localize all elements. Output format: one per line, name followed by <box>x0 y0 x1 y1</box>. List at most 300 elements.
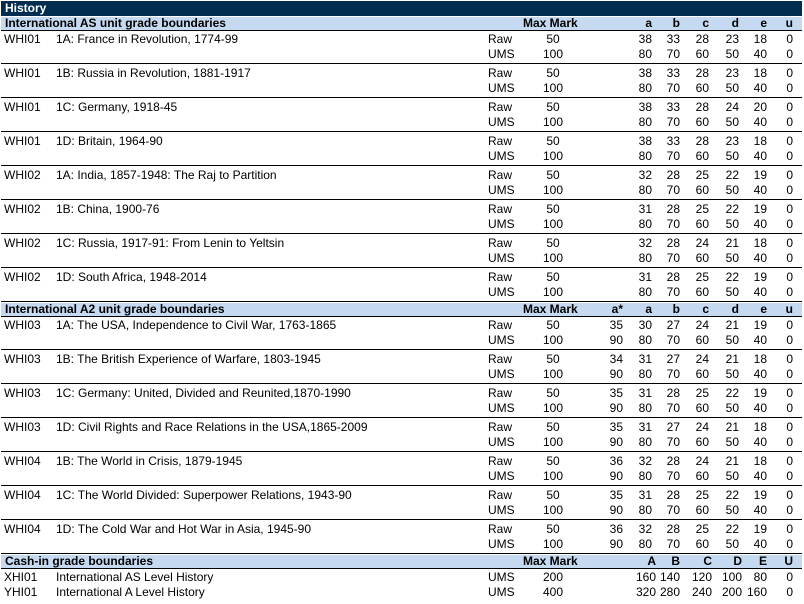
raw-boundary-value: 21 <box>725 420 739 434</box>
raw-boundary-value: 18 <box>753 134 767 148</box>
raw-boundary-value: 19 <box>753 488 767 502</box>
ums-boundary-value: 0 <box>786 503 793 517</box>
ums-boundary-value: 40 <box>753 503 767 517</box>
unit-code: WHI02 <box>4 168 41 182</box>
ums-boundary-value: 80 <box>638 183 652 197</box>
raw-boundary-value: 0 <box>786 318 793 332</box>
max-mark-value: 100 <box>542 251 564 265</box>
raw-boundary-value: 19 <box>753 522 767 536</box>
ums-boundary-value: 40 <box>753 115 767 129</box>
ums-boundary-value: 50 <box>725 401 739 415</box>
section-heading: International AS unit grade boundaries <box>5 16 226 30</box>
max-mark-value: 50 <box>546 134 560 148</box>
unit-code: WHI03 <box>4 352 41 366</box>
max-mark-value: 50 <box>546 352 560 366</box>
ums-boundary-value: 80 <box>638 81 652 95</box>
ums-boundary-value: 40 <box>753 183 767 197</box>
ums-boundary-value: 60 <box>695 47 709 61</box>
raw-boundary-value: 18 <box>753 66 767 80</box>
row-separator <box>1 233 802 234</box>
ums-boundary-value: 60 <box>695 537 709 551</box>
ums-boundary-value: 50 <box>725 367 739 381</box>
ums-boundary-value: 50 <box>725 469 739 483</box>
ums-boundary-value: 50 <box>725 149 739 163</box>
unit-code: WHI02 <box>4 236 41 250</box>
max-mark-value: 100 <box>542 537 564 551</box>
max-mark-value: 200 <box>542 570 564 584</box>
cashin-boundary-value: 80 <box>753 570 767 584</box>
raw-boundary-value: 19 <box>753 202 767 216</box>
ums-boundary-value: 50 <box>725 47 739 61</box>
grade-header: a* <box>611 302 623 316</box>
ums-boundary-value: 90 <box>609 503 623 517</box>
row-separator <box>1 199 802 200</box>
ums-boundary-value: 70 <box>666 115 680 129</box>
row-type-label: UMS <box>488 149 515 163</box>
ums-boundary-value: 50 <box>725 217 739 231</box>
max-mark-value: 100 <box>542 183 564 197</box>
unit-code: WHI04 <box>4 454 41 468</box>
raw-boundary-value: 25 <box>695 168 709 182</box>
row-type-label: UMS <box>488 115 515 129</box>
unit-title: 1C: Germany, 1918-45 <box>56 100 178 114</box>
raw-boundary-value: 36 <box>609 454 623 468</box>
raw-boundary-value: 28 <box>695 100 709 114</box>
row-separator <box>1 485 802 486</box>
row-type-label: UMS <box>488 333 515 347</box>
raw-boundary-value: 18 <box>753 454 767 468</box>
unit-title: 1A: France in Revolution, 1774-99 <box>56 32 239 46</box>
ums-boundary-value: 0 <box>786 115 793 129</box>
grade-header: U <box>784 554 793 568</box>
row-type-label: UMS <box>488 469 515 483</box>
raw-boundary-value: 28 <box>666 236 680 250</box>
raw-boundary-value: 35 <box>609 488 623 502</box>
row-type-label: Raw <box>488 236 513 250</box>
raw-boundary-value: 30 <box>638 318 652 332</box>
raw-boundary-value: 35 <box>609 420 623 434</box>
raw-boundary-value: 23 <box>725 134 739 148</box>
unit-code: WHI01 <box>4 66 41 80</box>
raw-boundary-value: 33 <box>666 134 680 148</box>
raw-boundary-value: 22 <box>725 522 739 536</box>
row-type-label: Raw <box>488 168 513 182</box>
raw-boundary-value: 21 <box>725 352 739 366</box>
raw-boundary-value: 0 <box>786 32 793 46</box>
ums-boundary-value: 80 <box>638 367 652 381</box>
row-separator <box>1 63 802 64</box>
ums-boundary-value: 50 <box>725 503 739 517</box>
max-mark-header: Max Mark <box>523 554 578 568</box>
row-type-label: Raw <box>488 202 513 216</box>
max-mark-value: 50 <box>546 168 560 182</box>
raw-boundary-value: 24 <box>725 100 739 114</box>
raw-boundary-value: 32 <box>638 236 652 250</box>
row-type-label: Raw <box>488 352 513 366</box>
unit-code: WHI04 <box>4 522 41 536</box>
row-type-label: Raw <box>488 522 513 536</box>
row-type-label: Raw <box>488 386 513 400</box>
unit-title: 1D: Britain, 1964-90 <box>56 134 163 148</box>
raw-boundary-value: 31 <box>638 352 652 366</box>
ums-boundary-value: 70 <box>666 401 680 415</box>
raw-boundary-value: 23 <box>725 32 739 46</box>
row-separator <box>1 383 802 384</box>
qualification-code: YHI01 <box>4 585 38 599</box>
raw-boundary-value: 21 <box>725 318 739 332</box>
raw-boundary-value: 38 <box>638 32 652 46</box>
grade-header: C <box>703 554 712 568</box>
ums-boundary-value: 0 <box>786 81 793 95</box>
raw-boundary-value: 28 <box>666 386 680 400</box>
ums-boundary-value: 80 <box>638 503 652 517</box>
ums-boundary-value: 50 <box>725 435 739 449</box>
raw-boundary-value: 24 <box>695 454 709 468</box>
ums-boundary-value: 0 <box>786 183 793 197</box>
row-type-label: Raw <box>488 318 513 332</box>
max-mark-value: 50 <box>546 66 560 80</box>
ums-boundary-value: 60 <box>695 469 709 483</box>
raw-boundary-value: 25 <box>695 202 709 216</box>
grade-header: e <box>760 302 767 316</box>
unit-code: WHI03 <box>4 386 41 400</box>
raw-boundary-value: 32 <box>638 522 652 536</box>
unit-title: 1B: The British Experience of Warfare, 1803-1945 <box>56 352 321 366</box>
cashin-boundary-value: 0 <box>786 585 793 599</box>
raw-boundary-value: 28 <box>695 32 709 46</box>
ums-boundary-value: 70 <box>666 217 680 231</box>
ums-boundary-value: 70 <box>666 251 680 265</box>
ums-boundary-value: 60 <box>695 401 709 415</box>
raw-boundary-value: 36 <box>609 522 623 536</box>
ums-boundary-value: 50 <box>725 251 739 265</box>
grade-header: a <box>645 302 652 316</box>
ums-boundary-value: 80 <box>638 115 652 129</box>
ums-boundary-value: 50 <box>725 183 739 197</box>
raw-boundary-value: 28 <box>695 134 709 148</box>
max-mark-value: 100 <box>542 435 564 449</box>
row-type-label: Raw <box>488 420 513 434</box>
unit-title: 1C: Germany: United, Divided and Reunited,1870-1990 <box>56 386 351 400</box>
ums-boundary-value: 70 <box>666 537 680 551</box>
cashin-boundary-value: 120 <box>691 570 712 584</box>
ums-boundary-value: 0 <box>786 333 793 347</box>
ums-boundary-value: 0 <box>786 47 793 61</box>
ums-boundary-value: 80 <box>638 149 652 163</box>
ums-boundary-value: 90 <box>609 333 623 347</box>
row-type-label: UMS <box>488 251 515 265</box>
max-mark-value: 50 <box>546 236 560 250</box>
raw-boundary-value: 25 <box>695 270 709 284</box>
max-mark-value: 50 <box>546 32 560 46</box>
max-mark-value: 100 <box>542 367 564 381</box>
ums-boundary-value: 60 <box>695 251 709 265</box>
raw-boundary-value: 0 <box>786 270 793 284</box>
cashin-boundary-value: 200 <box>721 585 742 599</box>
unit-code: WHI01 <box>4 32 41 46</box>
unit-title: 1D: Civil Rights and Race Relations in the USA,1865-2009 <box>56 420 368 434</box>
raw-boundary-value: 25 <box>695 488 709 502</box>
ums-boundary-value: 50 <box>725 537 739 551</box>
section-heading: International A2 unit grade boundaries <box>5 302 225 316</box>
unit-code: WHI01 <box>4 100 41 114</box>
max-mark-value: 100 <box>542 333 564 347</box>
grade-header: d <box>731 302 739 316</box>
max-mark-value: 100 <box>542 503 564 517</box>
section-header <box>1 303 802 317</box>
raw-boundary-value: 0 <box>786 420 793 434</box>
ums-boundary-value: 60 <box>695 115 709 129</box>
ums-boundary-value: 60 <box>695 81 709 95</box>
raw-boundary-value: 18 <box>753 236 767 250</box>
ums-boundary-value: 50 <box>725 285 739 299</box>
cashin-boundary-value: 160 <box>746 585 767 599</box>
unit-title: 1D: South Africa, 1948-2014 <box>56 270 207 284</box>
row-type-label: Raw <box>488 32 513 46</box>
ums-boundary-value: 60 <box>695 149 709 163</box>
raw-boundary-value: 0 <box>786 352 793 366</box>
raw-boundary-value: 21 <box>725 236 739 250</box>
cashin-boundary-value: 140 <box>659 570 680 584</box>
raw-boundary-value: 22 <box>725 270 739 284</box>
grade-header: E <box>758 554 767 568</box>
grade-header: u <box>785 302 793 316</box>
max-mark-value: 100 <box>542 115 564 129</box>
row-separator <box>1 417 802 418</box>
ums-boundary-value: 40 <box>753 333 767 347</box>
raw-boundary-value: 32 <box>638 454 652 468</box>
max-mark-value: 50 <box>546 420 560 434</box>
ums-boundary-value: 0 <box>786 149 793 163</box>
unit-title: 1B: Russia in Revolution, 1881-1917 <box>56 66 251 80</box>
ums-boundary-value: 80 <box>638 469 652 483</box>
unit-code: WHI03 <box>4 318 41 332</box>
cashin-boundary-value: 0 <box>786 570 793 584</box>
raw-boundary-value: 31 <box>638 386 652 400</box>
row-type-label: UMS <box>488 47 515 61</box>
raw-boundary-value: 19 <box>753 168 767 182</box>
raw-boundary-value: 0 <box>786 522 793 536</box>
row-separator <box>1 165 802 166</box>
ums-boundary-value: 80 <box>638 217 652 231</box>
row-separator <box>1 451 802 452</box>
raw-boundary-value: 28 <box>666 270 680 284</box>
max-mark-value: 100 <box>542 285 564 299</box>
raw-boundary-value: 35 <box>609 318 623 332</box>
ums-boundary-value: 80 <box>638 333 652 347</box>
row-type-label: Raw <box>488 270 513 284</box>
grade-header: b <box>672 302 680 316</box>
ums-boundary-value: 60 <box>695 183 709 197</box>
row-type-label: Raw <box>488 100 513 114</box>
max-mark-value: 50 <box>546 386 560 400</box>
max-mark-value: 50 <box>546 318 560 332</box>
row-type-label: Raw <box>488 66 513 80</box>
raw-boundary-value: 28 <box>695 66 709 80</box>
ums-boundary-value: 70 <box>666 469 680 483</box>
ums-boundary-value: 80 <box>638 537 652 551</box>
max-mark-value: 100 <box>542 47 564 61</box>
grade-header: a <box>645 16 652 30</box>
row-separator <box>1 131 802 132</box>
row-type-label: Raw <box>488 488 513 502</box>
max-mark-value: 50 <box>546 100 560 114</box>
row-type-label: UMS <box>488 81 515 95</box>
ums-boundary-value: 60 <box>695 503 709 517</box>
ums-boundary-value: 40 <box>753 217 767 231</box>
unit-title: 1B: China, 1900-76 <box>56 202 160 216</box>
raw-boundary-value: 22 <box>725 386 739 400</box>
row-separator <box>1 97 802 98</box>
row-type-label: UMS <box>488 183 515 197</box>
raw-boundary-value: 0 <box>786 488 793 502</box>
row-type-label: UMS <box>488 401 515 415</box>
raw-boundary-value: 24 <box>695 236 709 250</box>
row-type-label: UMS <box>488 367 515 381</box>
cashin-boundary-value: 100 <box>721 570 742 584</box>
raw-boundary-value: 28 <box>666 168 680 182</box>
raw-boundary-value: 27 <box>666 318 680 332</box>
ums-boundary-value: 60 <box>695 285 709 299</box>
ums-boundary-value: 70 <box>666 435 680 449</box>
ums-boundary-value: 70 <box>666 149 680 163</box>
ums-boundary-value: 90 <box>609 367 623 381</box>
ums-boundary-value: 70 <box>666 503 680 517</box>
grade-header: D <box>733 554 742 568</box>
raw-boundary-value: 0 <box>786 66 793 80</box>
section-heading: Cash-in grade boundaries <box>5 554 154 568</box>
raw-boundary-value: 28 <box>666 454 680 468</box>
ums-boundary-value: 0 <box>786 285 793 299</box>
raw-boundary-value: 22 <box>725 202 739 216</box>
grade-header: d <box>731 16 739 30</box>
raw-boundary-value: 33 <box>666 100 680 114</box>
ums-boundary-value: 60 <box>695 333 709 347</box>
row-type-label: Raw <box>488 454 513 468</box>
row-type-label: Raw <box>488 134 513 148</box>
raw-boundary-value: 27 <box>666 420 680 434</box>
max-mark-header: Max Mark <box>523 302 578 316</box>
ums-boundary-value: 90 <box>609 401 623 415</box>
ums-boundary-value: 40 <box>753 367 767 381</box>
unit-code: WHI04 <box>4 488 41 502</box>
ums-boundary-value: 40 <box>753 401 767 415</box>
max-mark-value: 100 <box>542 217 564 231</box>
raw-boundary-value: 19 <box>753 386 767 400</box>
raw-boundary-value: 28 <box>666 202 680 216</box>
ums-boundary-value: 70 <box>666 367 680 381</box>
ums-boundary-value: 80 <box>638 401 652 415</box>
raw-boundary-value: 33 <box>666 32 680 46</box>
raw-boundary-value: 22 <box>725 168 739 182</box>
ums-boundary-value: 40 <box>753 537 767 551</box>
max-mark-value: 50 <box>546 270 560 284</box>
grade-header: c <box>702 302 709 316</box>
row-type-label: UMS <box>488 570 515 584</box>
raw-boundary-value: 24 <box>695 318 709 332</box>
raw-boundary-value: 0 <box>786 100 793 114</box>
raw-boundary-value: 19 <box>753 270 767 284</box>
ums-boundary-value: 70 <box>666 47 680 61</box>
raw-boundary-value: 22 <box>725 488 739 502</box>
ums-boundary-value: 80 <box>638 435 652 449</box>
ums-boundary-value: 70 <box>666 285 680 299</box>
ums-boundary-value: 0 <box>786 367 793 381</box>
ums-boundary-value: 80 <box>638 47 652 61</box>
ums-boundary-value: 80 <box>638 251 652 265</box>
ums-boundary-value: 80 <box>638 285 652 299</box>
cashin-boundary-value: 240 <box>691 585 712 599</box>
unit-title: 1C: The World Divided: Superpower Relations, 1943-90 <box>56 488 352 502</box>
ums-boundary-value: 50 <box>725 81 739 95</box>
ums-boundary-value: 40 <box>753 435 767 449</box>
unit-title: 1A: India, 1857-1948: The Raj to Partition <box>56 168 277 182</box>
ums-boundary-value: 60 <box>695 435 709 449</box>
raw-boundary-value: 18 <box>753 420 767 434</box>
raw-boundary-value: 33 <box>666 66 680 80</box>
raw-boundary-value: 21 <box>725 454 739 468</box>
row-type-label: UMS <box>488 585 515 599</box>
qualification-title: International AS Level History <box>56 570 214 584</box>
unit-title: 1C: Russia, 1917-91: From Lenin to Yeltsin <box>56 236 285 250</box>
max-mark-header: Max Mark <box>523 16 578 30</box>
raw-boundary-value: 0 <box>786 134 793 148</box>
raw-boundary-value: 0 <box>786 168 793 182</box>
raw-boundary-value: 25 <box>695 386 709 400</box>
max-mark-value: 100 <box>542 149 564 163</box>
unit-code: WHI01 <box>4 134 41 148</box>
ums-boundary-value: 70 <box>666 81 680 95</box>
raw-boundary-value: 28 <box>666 488 680 502</box>
ums-boundary-value: 0 <box>786 469 793 483</box>
ums-boundary-value: 90 <box>609 537 623 551</box>
ums-boundary-value: 90 <box>609 469 623 483</box>
qualification-code: XHI01 <box>4 570 38 584</box>
raw-boundary-value: 38 <box>638 134 652 148</box>
row-type-label: UMS <box>488 217 515 231</box>
raw-boundary-value: 32 <box>638 168 652 182</box>
max-mark-value: 50 <box>546 522 560 536</box>
ums-boundary-value: 60 <box>695 367 709 381</box>
ums-boundary-value: 90 <box>609 435 623 449</box>
max-mark-value: 50 <box>546 488 560 502</box>
raw-boundary-value: 24 <box>695 420 709 434</box>
raw-boundary-value: 31 <box>638 488 652 502</box>
ums-boundary-value: 0 <box>786 251 793 265</box>
grade-header: A <box>647 554 656 568</box>
ums-boundary-value: 0 <box>786 217 793 231</box>
ums-boundary-value: 60 <box>695 217 709 231</box>
raw-boundary-value: 18 <box>753 352 767 366</box>
raw-boundary-value: 27 <box>666 352 680 366</box>
max-mark-value: 100 <box>542 469 564 483</box>
ums-boundary-value: 0 <box>786 537 793 551</box>
unit-code: WHI02 <box>4 202 41 216</box>
grade-header: c <box>702 16 709 30</box>
max-mark-value: 50 <box>546 454 560 468</box>
ums-boundary-value: 40 <box>753 285 767 299</box>
page-title: History <box>1 1 802 16</box>
cashin-boundary-value: 280 <box>659 585 680 599</box>
raw-boundary-value: 20 <box>753 100 767 114</box>
row-type-label: UMS <box>488 435 515 449</box>
grade-header: B <box>671 554 680 568</box>
raw-boundary-value: 38 <box>638 66 652 80</box>
raw-boundary-value: 25 <box>695 522 709 536</box>
raw-boundary-value: 31 <box>638 270 652 284</box>
qualification-title: International A Level History <box>56 585 205 599</box>
raw-boundary-value: 31 <box>638 202 652 216</box>
